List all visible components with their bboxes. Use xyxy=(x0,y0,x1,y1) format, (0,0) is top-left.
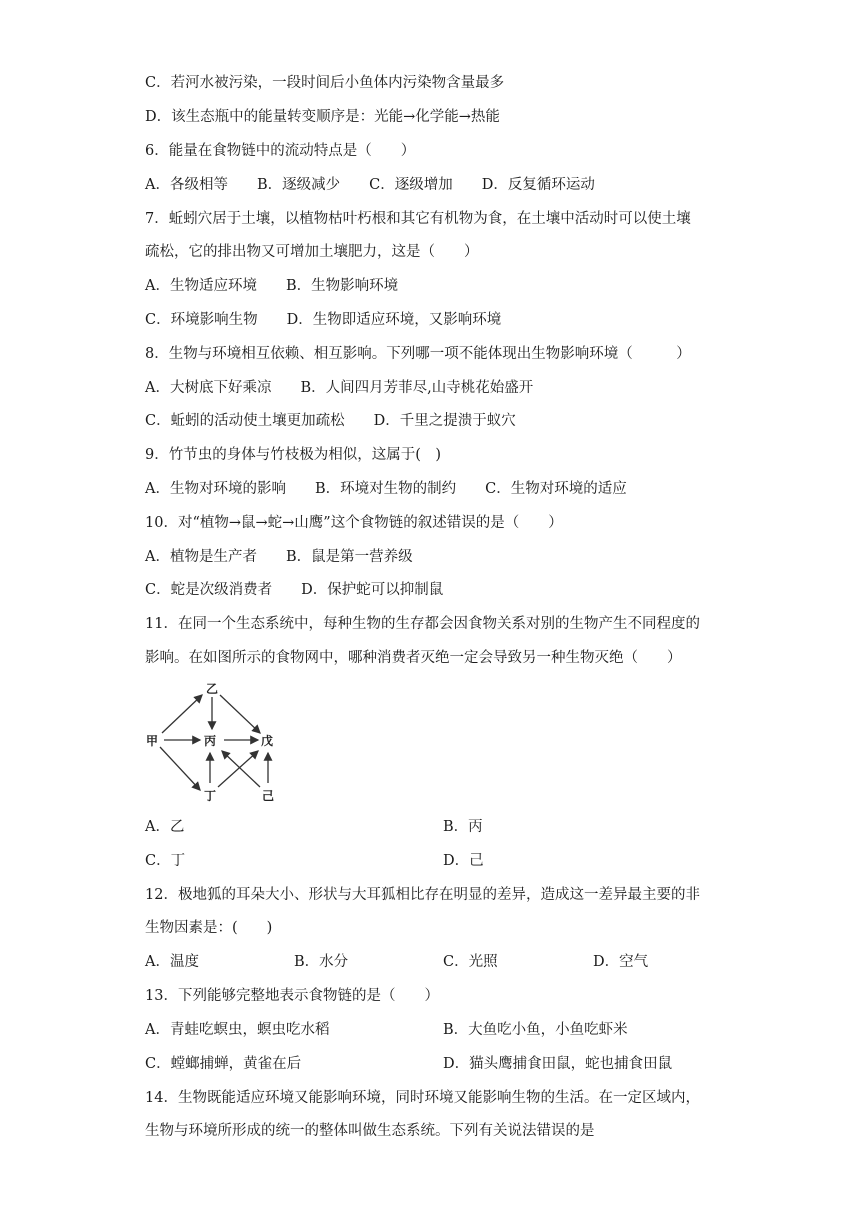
q12-option-a: A．温度 xyxy=(145,954,199,970)
q13-option-c: C．螳螂捕蝉，黄雀在后 xyxy=(145,1056,302,1072)
q12-option-c: C．光照 xyxy=(443,954,498,970)
q12-option-d: D．空气 xyxy=(593,954,649,970)
node-wu: 戊 xyxy=(261,734,274,748)
node-jia: 甲 xyxy=(146,734,159,748)
arrow-yi-wu xyxy=(220,695,260,733)
node-yi: 乙 xyxy=(206,682,219,696)
q12-option-b: B．水分 xyxy=(294,954,349,970)
q13-option-d: D．猫头鹰捕食田鼠，蛇也捕食田鼠 xyxy=(443,1056,673,1072)
q10-options-cd: C．蛇是次级消费者 D．保护蛇可以抑制鼠 xyxy=(145,582,444,598)
q12-stem-line1: 12．极地狐的耳朵大小、形状与大耳狐相比存在明显的差异，造成这一差异最主要的非 xyxy=(145,887,700,903)
node-ding: 丁 xyxy=(204,789,217,803)
q13-option-a: A．青蛙吃螟虫，螟虫吃水稻 xyxy=(145,1022,330,1038)
q9-stem: 9．竹节虫的身体与竹枝极为相似，这属于( ) xyxy=(145,447,442,463)
q5-option-c: C．若河水被污染，一段时间后小鱼体内污染物含量最多 xyxy=(145,75,505,91)
q6-stem: 6．能量在食物链中的流动特点是（ ） xyxy=(145,143,416,159)
q7-stem-line2: 疏松，它的排出物又可增加土壤肥力，这是（ ） xyxy=(145,244,479,260)
arrow-ji-bing xyxy=(222,751,260,787)
q10-options-ab: A．植物是生产者 B．鼠是第一营养级 xyxy=(145,549,413,565)
q9-options: A．生物对环境的影响 B．环境对生物的制约 C．生物对环境的适应 xyxy=(145,481,627,497)
food-web-svg xyxy=(142,683,282,803)
q11-stem-line2: 影响。在如图所示的食物网中，哪种消费者灭绝一定会导致另一种生物灭绝（ ） xyxy=(145,650,682,666)
q6-options: A．各级相等 B．逐级减少 C．逐级增加 D．反复循环运动 xyxy=(145,177,595,193)
q12-stem-line2: 生物因素是：( ) xyxy=(145,920,273,936)
arrow-jia-yi xyxy=(162,695,202,733)
q7-stem-line1: 7．蚯蚓穴居于土壤，以植物枯叶朽根和其它有机物为食，在土壤中活动时可以使土壤 xyxy=(145,211,691,227)
q11-stem-line1: 11．在同一个生态系统中，每种生物的生存都会因食物关系对别的生物产生不同程度的 xyxy=(145,616,700,632)
q8-options-cd: C．蚯蚓的活动使土壤更加疏松 D．千里之提溃于蚁穴 xyxy=(145,413,516,429)
food-web-diagram xyxy=(142,683,282,803)
q11-option-a: A．乙 xyxy=(145,819,185,835)
q11-option-b: B．丙 xyxy=(443,819,483,835)
q7-options-cd: C．环境影响生物 D．生物即适应环境，又影响环境 xyxy=(145,312,502,328)
q11-option-d: D．己 xyxy=(443,853,484,869)
q13-stem: 13．下列能够完整地表示食物链的是（ ） xyxy=(145,988,439,1004)
q10-stem: 10．对“植物→鼠→蛇→山鹰”这个食物链的叙述错误的是（ ） xyxy=(145,515,563,531)
arrow-ding-wu xyxy=(218,751,258,787)
q8-stem: 8．生物与环境相互依赖、相互影响。下列哪一项不能体现出生物影响环境（ ） xyxy=(145,346,691,362)
arrow-jia-ding xyxy=(160,747,200,790)
q8-options-ab: A．大树底下好乘凉 B．人间四月芳菲尽,山寺桃花始盛开 xyxy=(145,380,534,396)
node-ji: 己 xyxy=(262,789,275,803)
node-bing: 丙 xyxy=(204,734,217,748)
q7-options-ab: A．生物适应环境 B．生物影响环境 xyxy=(145,278,399,294)
q11-option-c: C．丁 xyxy=(145,853,186,869)
q5-option-d: D．该生态瓶中的能量转变顺序是：光能→化学能→热能 xyxy=(145,109,500,125)
q13-option-b: B．大鱼吃小鱼，小鱼吃虾米 xyxy=(443,1022,628,1038)
q14-stem-line2: 生物与环境所形成的统一的整体叫做生态系统。下列有关说法错误的是 xyxy=(145,1123,595,1139)
q14-stem-line1: 14．生物既能适应环境又能影响环境，同时环境又能影响生物的生活。在一定区域内， xyxy=(145,1090,700,1106)
